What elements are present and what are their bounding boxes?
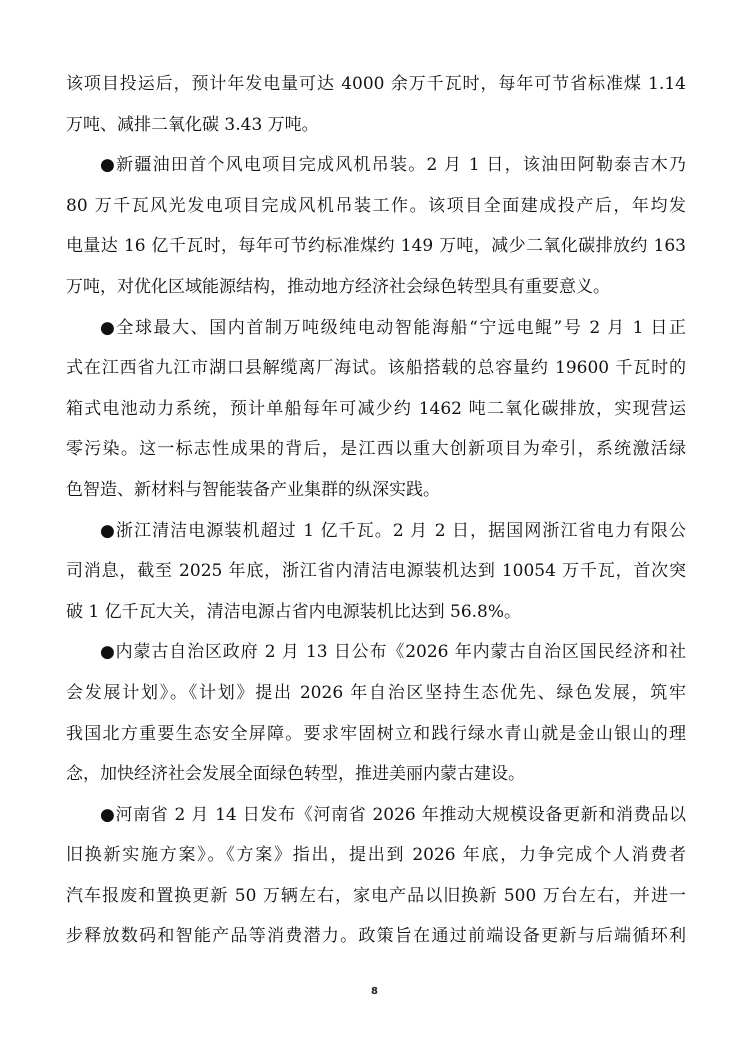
body-text: [66, 64, 686, 957]
paragraph-inner-mongolia-first-line: ●内蒙古自治区政府 2 月 13 日公布《2026 年内蒙古自治区国民经济和社: [100, 642, 686, 663]
text-line: 该项目投运后，预计年发电量可达 4000 余万千瓦时，每年可节省标准煤 1.14: [66, 74, 686, 94]
paragraph-xinjiang-first-line: ●新疆油田首个风电项目完成风机吊装。2 月 1 日，该油田阿勒泰吉木乃: [100, 155, 686, 176]
text-line: 念，加快经济社会发展全面绿色转型，推进美丽内蒙古建设。: [66, 764, 525, 785]
text-line: 汽车报废和置换更新 50 万辆左右，家电产品以旧换新 500 万台左右，并进一: [66, 885, 686, 906]
paragraph-jiangxi-ship-first-line: ●全球最大、国内首制万吨级纯电动智能海船“宁远电鲲”号 2 月 1 日正: [100, 317, 686, 338]
text-line: 司消息，截至 2025 年底，浙江省内清洁电源装机达到 10054 万千瓦，首次突: [66, 561, 686, 582]
text-line: 色智造、新材料与智能装备产业集群的纵深实践。: [66, 479, 440, 500]
paragraph-henan-first-line: ●河南省 2 月 14 日发布《河南省 2026 年推动大规模设备更新和消费品以: [100, 804, 686, 825]
text-line: 万吨、减排二氧化碳 3.43 万吨。: [66, 114, 319, 135]
text-line: 万吨，对优化区域能源结构，推动地方经济社会绿色转型具有重要意义。: [66, 276, 610, 297]
page-number: 8: [371, 986, 378, 997]
paragraph-zhejiang-first-line: ●浙江清洁电源装机超过 1 亿千瓦。2 月 2 日，据国网浙江省电力有限公: [100, 520, 686, 541]
text-line: 零污染。这一标志性成果的背后，是江西以重大创新项目为牵引，系统激活绿: [66, 439, 686, 460]
text-line: 我国北方重要生态安全屏障。要求牢固树立和践行绿水青山就是金山银山的理: [66, 723, 686, 744]
text-line: 破 1 亿千瓦大关，清洁电源占省内电源装机比达到 56.8%。: [66, 601, 522, 622]
text-line: 式在江西省九江市湖口县解缆离厂海试。该船搭载的总容量约 19600 千瓦时的: [66, 358, 686, 379]
text-line: 旧换新实施方案》。《方案》指出，提出到 2026 年底，力争完成个人消费者: [66, 845, 686, 866]
text-line: 80 万千瓦风光发电项目完成风机吊装工作。该项目全面建成投产后，年均发: [66, 195, 686, 216]
text-line: 电量达 16 亿千瓦时，每年可节约标准煤约 149 万吨，减少二氧化碳排放约 163: [66, 236, 686, 257]
text-line: 步释放数码和智能产品等消费潜力。政策旨在通过前端设备更新与后端循环利: [66, 926, 686, 947]
text-line: 会发展计划》。《计划》提出 2026 年自治区坚持生态优先、绿色发展，筑牢: [66, 682, 686, 703]
text-line: 箱式电池动力系统，预计单船每年可减少约 1462 吨二氧化碳排放，实现营运: [66, 398, 686, 419]
